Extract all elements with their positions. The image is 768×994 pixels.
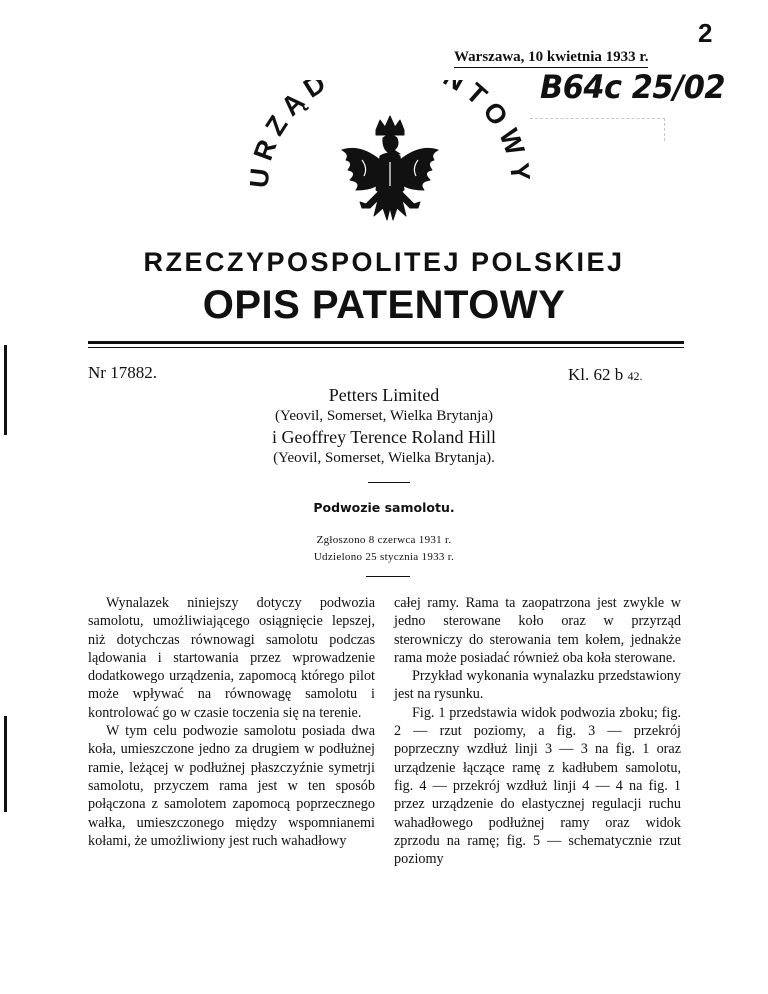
paragraph: całej ramy. Rama ta zaopatrzona jest zwykle w jedno sterowane koło oraz w przyrząd sterowniczy do sterowania tem kołem, jednakże rama może posiadać również oba koła sterowane. (394, 595, 681, 666)
paragraph: Fig. 1 przedstawia widok podwozia zboku; fig. 2 — rzut poziomy, a fig. 3 — przekrój poprzeczny wzdłuż linji 3 — 3 na fig. 1 oraz urządzenie łączące ramę z kadłubem samolotu, fig. 4 — przekrój wzdłuż linji 4 — 4 na fig. 1 przez urządzenie do elastycznej regulacji ruchu wahadłowego podłużnej ramy oraz widok zprzodu na ramę; fig. 5 — schematycznie rzut poziomy (394, 704, 681, 868)
filing-dates (0, 532, 768, 566)
applicant-location: (Yeovil, Somerset, Wielka Brytanja). (273, 450, 495, 467)
country-heading: RZECZYPOSPOLITEJ POLSKIEJ (143, 247, 625, 277)
document-title: OPIS PATENTOWY (202, 283, 566, 327)
body-left-column (88, 594, 375, 850)
invention-title: Podwozie samolotu. (313, 500, 455, 515)
applicants-block (0, 384, 768, 468)
separator-rule (368, 482, 410, 483)
filed-date: Zgłoszono 8 czerwca 1931 r. (316, 534, 452, 546)
emblem-arc-text: RZĄD NTOW (250, 80, 530, 166)
paragraph: W tym celu podwozie samolotu posiada dwa koła, umieszczone jedno za drugiem w podłużnej ramie, leżącej w podłużnej płaszczyźnie symetrji samolotu, przyczem rama jest w ten sposób połączona z samolotem zapomocą poprzecznego wałka, umieszczonego między wspomnianemi kołami, że umożliwiony jest ruch wahadłowy (88, 723, 375, 849)
applicant-name: i Geoffrey Terence Roland Hill (272, 427, 496, 448)
paragraph: Przykład wykonania wynalazku przedstawiony jest na rysunku. (394, 668, 681, 703)
patent-class (568, 365, 643, 385)
separator-rule (366, 576, 410, 577)
patent-number: Nr 17882. (88, 363, 157, 382)
paragraph: Wynalazek niniejszy dotyczy podwozia samolotu, umożliwiającego osiągnięcie lepszej, niż dotychczas równowagi samolotu podczas lądowania i startowania przez wprowadzenie dodatkowego urządzenia, zapomocą którego pilot może wpływać na równowagę samolotu i kontrolować go w czasie toczenia się na terenie. (88, 595, 375, 721)
header-rule-thick (88, 341, 684, 344)
patent-class-sub: 42. (627, 369, 643, 383)
faint-stamp-mark (530, 118, 665, 141)
applicant-name: Petters Limited (328, 385, 440, 405)
handwritten-class-note: B64c 25/02 (540, 68, 726, 106)
page-number: 2 (698, 18, 712, 48)
applicant-location: (Yeovil, Somerset, Wielka Brytanja) (275, 408, 493, 425)
header-rule-thin (88, 347, 684, 348)
patent-class-main: Kl. 62 b (568, 365, 624, 384)
date-line: Warszawa, 10 kwietnia 1933 r. (454, 49, 648, 68)
granted-date: Udzielono 25 stycznia 1933 r. (313, 551, 455, 564)
margin-scan-mark (4, 716, 7, 812)
body-right-column (394, 594, 681, 868)
